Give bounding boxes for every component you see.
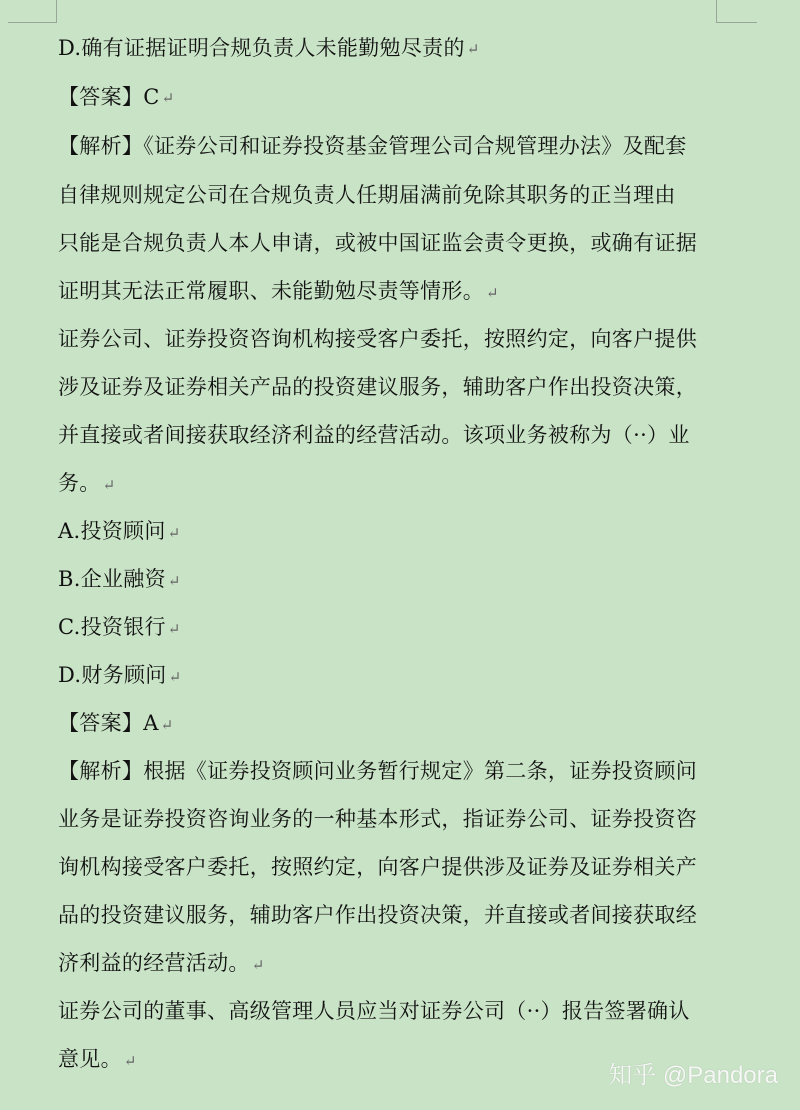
paragraph-mark-icon: ↵: [160, 715, 174, 734]
analysis-line: [58, 939, 748, 987]
text-line: D.财务顾问: [58, 663, 167, 687]
text-line: 【答案】C: [58, 85, 160, 109]
paragraph-mark-icon: ↵: [251, 955, 265, 974]
answer-line: [58, 73, 748, 122]
question-line: [58, 459, 748, 507]
answer-line: [58, 699, 748, 747]
text-line: 证明其无法正常履职、未能勤勉尽责等情形。: [58, 279, 484, 303]
text-line: 意见。: [58, 1047, 122, 1071]
text-line: 只能是合规负责人本人申请，或被中国证监会责令更换，或确有证据: [58, 231, 697, 255]
analysis-line: [58, 267, 748, 315]
text-line: A.投资顾问: [58, 519, 166, 543]
text-line: 自律规则规定公司在合规负责人任期届满前免除其职务的正当理由: [58, 183, 676, 207]
page-corner-marker-left: [8, 0, 57, 23]
text-line: 证券公司、证券投资咨询机构接受客户委托，按照约定，向客户提供: [58, 327, 697, 351]
text-line: 【解析】《证券公司和证券投资基金管理公司合规管理办法》及配套: [58, 134, 687, 158]
paragraph-mark-icon: ↵: [102, 475, 116, 494]
question-line: [58, 411, 748, 459]
document-content: [58, 24, 748, 1083]
text-line: 【解析】根据《证券投资顾问业务暂行规定》第二条，证券投资顾问: [58, 759, 697, 783]
text-line: 并直接或者间接获取经济利益的经营活动。该项业务被称为（··）业: [58, 423, 690, 447]
question-line: [58, 987, 748, 1035]
question-line: [58, 315, 748, 363]
text-line: D.确有证据证明合规负责人未能勤勉尽责的: [58, 36, 465, 60]
watermark: 知乎 @Pandora: [608, 1062, 778, 1089]
text-line: 【答案】A: [58, 711, 159, 735]
analysis-line: [58, 891, 748, 939]
question-line: [58, 363, 748, 411]
option-d-line: [58, 24, 748, 73]
text-line: 证券公司的董事、高级管理人员应当对证券公司（··）报告签署确认: [58, 999, 690, 1023]
option-c-line: [58, 603, 748, 651]
analysis-line: [58, 747, 748, 795]
text-line: C.投资银行: [58, 615, 166, 639]
option-a-line: [58, 507, 748, 555]
paragraph-mark-icon: ↵: [466, 40, 480, 58]
paragraph-mark-icon: ↵: [161, 89, 175, 107]
text-line: 务。: [58, 471, 101, 495]
text-line: 品的投资建议服务，辅助客户作出投资决策，并直接或者间接获取经: [58, 903, 697, 927]
analysis-line: [58, 843, 748, 891]
text-line: 涉及证券及证券相关产品的投资建议服务，辅助客户作出投资决策，: [58, 375, 697, 399]
paragraph-mark-icon: ↵: [123, 1051, 137, 1070]
analysis-line: [58, 795, 748, 843]
text-line: 业务是证券投资咨询业务的一种基本形式，指证券公司、证券投资咨: [58, 807, 697, 831]
page-corner-marker-right: [716, 0, 757, 23]
paragraph-mark-icon: ↵: [168, 667, 182, 686]
paragraph-mark-icon: ↵: [167, 523, 181, 542]
text-line: 济利益的经营活动。: [58, 951, 250, 975]
paragraph-mark-icon: ↵: [167, 571, 181, 590]
paragraph-mark-icon: ↵: [167, 619, 181, 638]
analysis-line: [58, 219, 748, 267]
paragraph-mark-icon: ↵: [486, 283, 499, 302]
analysis-line: [58, 122, 748, 171]
analysis-line: [58, 171, 748, 219]
text-line: B.企业融资: [58, 567, 166, 591]
option-b-line: [58, 555, 748, 603]
option-d-line: [58, 651, 748, 699]
text-line: 询机构接受客户委托，按照约定，向客户提供涉及证券及证券相关产: [58, 855, 697, 879]
